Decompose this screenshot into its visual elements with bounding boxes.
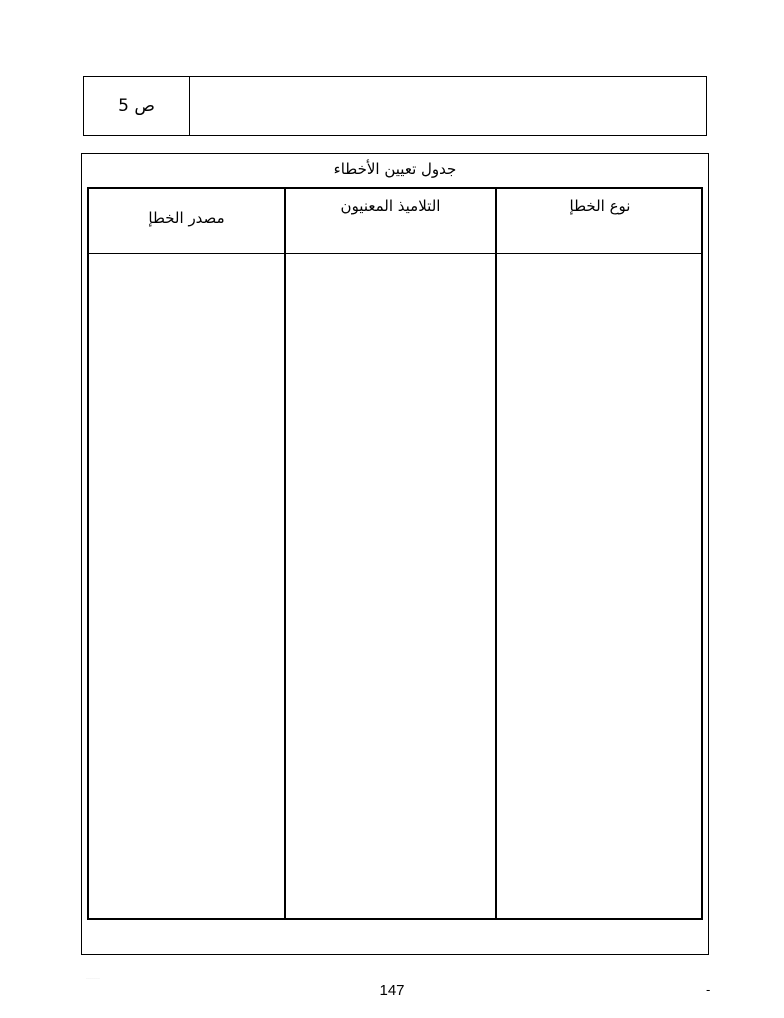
header-row-divider: [89, 253, 701, 254]
column-divider: [284, 189, 286, 918]
page-number: 147: [379, 982, 405, 999]
errors-table: [87, 187, 703, 920]
column-header-error-source: مصدر الخطإ: [148, 209, 225, 227]
column-divider: [495, 189, 497, 918]
column-header-students-concerned: التلاميذ المعنيون: [340, 197, 441, 215]
faint-stamp: ·······: [86, 976, 100, 982]
column-header-error-type: نوع الخطإ: [569, 197, 631, 215]
table-title: جدول تعيين الأخطاء: [333, 160, 457, 178]
header-divider: [189, 77, 190, 135]
edge-mark: -: [706, 982, 711, 997]
header-box: [83, 76, 707, 136]
page-reference: ص 5: [118, 96, 155, 116]
